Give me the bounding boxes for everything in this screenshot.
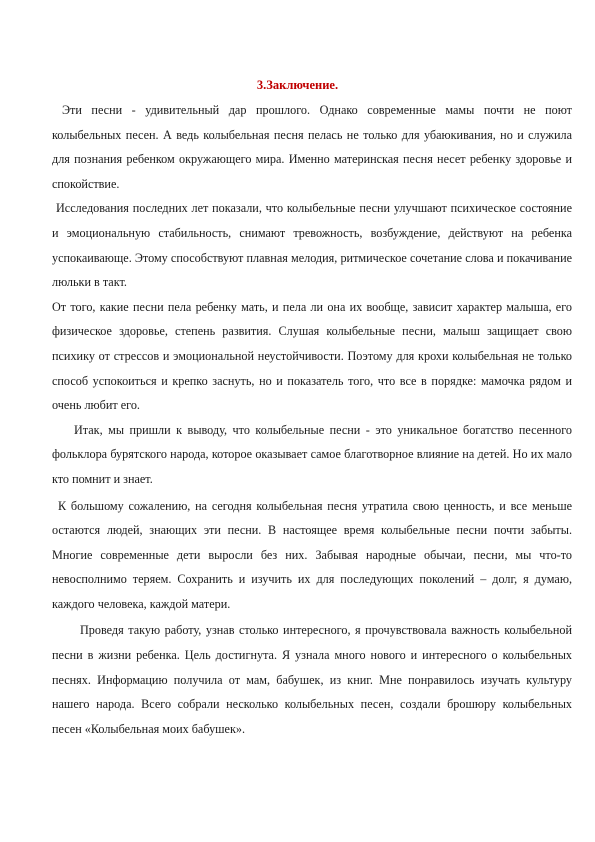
paragraph-6: Проведя такую работу, узнав столько интересного, я прочувствовала важность колыбельной песни в жизни ребенка. Цель достигнута. Я узнала много нового и интересного о колыбельных песнях. Информацию получила от мам, бабушек, из книг. Мне понравилось изучать культуру нашего народа. Всего собрали несколько колыбельных песен, создали брошюру колыбельных песен «Колыбельная моих бабушек». [52,623,572,736]
paragraph-3: От того, какие песни пела ребенку мать, и пела ли она их вообще, зависит характер малыша, его физическое здоровье, степень развития. Слушая колыбельные песни, малыш защищает свою психику от стрессов и эмоциональной неустойчивости. Поэтому для крохи колыбельная не только способ успокоиться и крепко заснуть, но и показатель того, что все в порядке: мамочка рядом и очень любит его. [52,299,572,413]
paragraph-1: Эти песни - удивительный дар прошлого. Однако современные мамы почти не поют колыбельных песен. А ведь колыбельная песня пелась не только для убаюкивания, но и служила для познания ребенком окружающего мира. Именно материнская песня несет ребенку здоровье и спокойствие. [52,103,572,191]
paragraph-2: Исследования последних лет показали, что колыбельные песни улучшают психическое состояние и эмоциональную стабильность, снимают тревожность, возбуждение, действуют на ребенка успокаивающе. Этому способствуют плавная мелодия, ритмическое сочетание слова и покачивание люльки в такт. [52,201,572,290]
paragraph-4: Итак, мы пришли к выводу, что колыбельные песни - это уникальное богатство песенного фольклора бурятского народа, которое оказывает самое благотворное влияние на детей. Но их мало кто помнит и знает. [52,422,572,486]
page-title: 3.Заключение. [256,78,339,92]
paragraph-5: К большому сожалению, на сегодня колыбельная песня утратила свою ценность, и все меньше остаются людей, знающих эти песни. В настоящее время колыбельные песни почти забыты. Многие современные дети выросли без них. Забывая народные обычаи, песни, мы что-то невосполнимо теряем. Сохранить и изучить их для последующих поколений – долг, я думаю, каждого человека, каждой матери. [52,498,572,611]
document-body [52,98,572,741]
